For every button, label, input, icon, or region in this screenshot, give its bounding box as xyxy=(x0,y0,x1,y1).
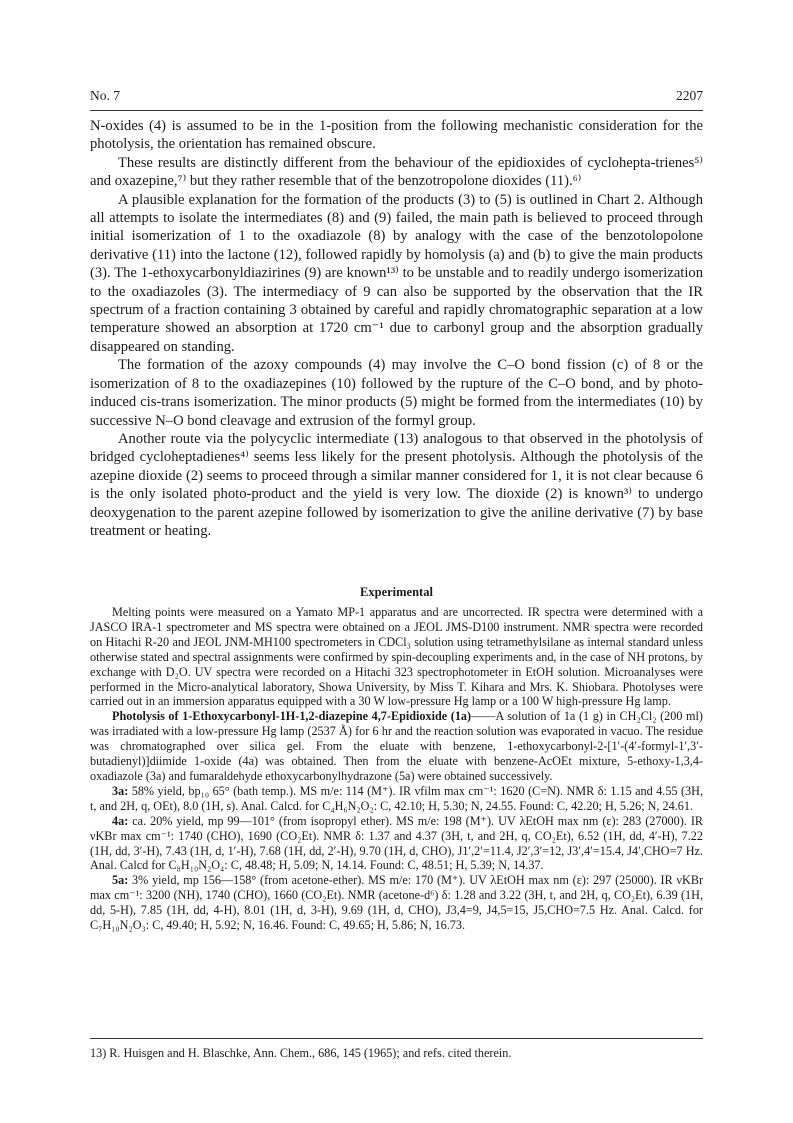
paragraph-1: N-oxides (4) is assumed to be in the 1-position from the following mechanistic consideration for the photolysis, the orientation has remained obscure. xyxy=(90,118,703,153)
compound-5a-label: 5a: xyxy=(112,873,129,888)
paragraph-4: The formation of the azoxy compounds (4) may involve the C–O bond fission (c) of 8 or the isomerization of 8 to the oxadiazepines (10) followed by the rupture of the C–O bond, and by photo-induced cis-trans isomerization. The minor products (5) might be formed from the intermediates (10) by successive N–O bond cleavage and extrusion of the formyl group. xyxy=(90,357,703,429)
compound-5a-text: 3% yield, mp 156—158° (from acetone-ether). MS m/e: 170 (M⁺). UV λEtOH max nm (ε): 297 (25000). IR νKBr max cm⁻¹: 3200 (NH), 1740 (CHO), 1660 (CO₂Et). NMR (acetone-d⁶) δ: 1.28 and 3.22 (3H, t, and 2H, q, CO₂Et), 6.39 (1H, dd, 5-H), 7.85 (1H, dd, 4-H), 8.01 (1H, d, 3-H), 9.69 (1H, d, CHO), J3,4=9, J4,5=15, J5,CHO=7.5 Hz. Anal. Calcd. for C₇H₁₀N₂O₃: C, 49.40; H, 5.92; N, 16.46. Found: C, 49.65; H, 5.86; N, 16.73. xyxy=(90,873,704,933)
compound-3a-label: 3a: xyxy=(112,783,129,798)
photolysis-text: ——A solution of 1a (1 g) in CH₂Cl₂ (200 ml) was irradiated with a low-pressure Hg lamp (2537 Å) for 6 hr and the reaction solution was evaporated in vacuo. The residue was chromatographed over silica gel. From the eluate with benzene, 1-ethoxycarbonyl-2-[1′-(4′-formyl-1′,3′-butadienyl)]diimide 1-oxide (4a) was obtained. Then from the eluate with benzene-AcOEt mixture, 5-ethoxy-1,3,4-oxadiazole (3a) and fumaraldehyde ethoxycarbonylhydrazone (5a) were obtained successively. xyxy=(90,709,703,783)
compound-3a xyxy=(90,784,703,814)
paragraph-5: Another route via the polycyclic intermediate (13) analogous to that observed in the photolysis of bridged cycloheptadienes⁴⁾ seems less likely for the present photolysis. Although the photolysis of the azepine dioxide (2) seems to proceed through a similar manner considered for 1, it is not clear because 6 is the only isolated photo-product and the yield is very low. The dioxide (2) is known³⁾ to undergo deoxygenation to the parent azepine followed by isomerization to give the aniline derivative (7) by base treatment or heating. xyxy=(90,430,703,539)
compound-4a xyxy=(90,814,703,874)
header-rule xyxy=(90,110,703,111)
section-title-experimental: Experimental xyxy=(360,585,433,599)
footnote-13: 13) R. Huisgen and H. Blaschke, Ann. Chem., 686, 145 (1965); and refs. cited therein. xyxy=(90,1046,512,1060)
paragraph-3: A plausible explanation for the formation of the products (3) to (5) is outlined in Chart 2. Although all attempts to isolate the intermediates (8) and (9) failed, the main path is believed to proceed through initial isomerization of 1 to the oxadiazole (8) by analogy with the case of the benzotolopolone derivative (11) into the lactone (12), followed rapidly by homolysis (a) and (b) to give the main products (3). The 1-ethoxycarbonyldiazirines (9) are known¹³⁾ to be unstable and to readily undergo isomerization to the oxadiazoles (3). The intermediacy of 9 can also be supported by the observation that the IR spectrum of a fraction containing 3 obtained by careful and rapidly chromatographic separation at a low temperature showed an absorption at 1720 cm⁻¹ due to carbonyl group and the absorption gradually disappeared on standing. xyxy=(90,191,703,355)
discussion-body xyxy=(90,117,703,540)
compound-4a-text: ca. 20% yield, mp 99—101° (from isopropyl ether). MS m/e: 198 (M⁺). UV λEtOH max nm (ε): 283 (27000). IR νKBr max cm⁻¹: 1740 (CHO), 1690 (CO₂Et). NMR δ: 1.37 and 4.37 (3H, t, and 2H, q, CO₂Et), 6.52 (1H, dd, 4′-H), 7.22 (1H, dd, 3′-H), 7.43 (1H, d, 1′-H), 7.68 (1H, dd, 2′-H), 9.70 (1H, d, CHO), J1′,2′=11.4, J2′,3′=12, J3′,4′=15.4, J4′,CHO=7 Hz. Anal. Calcd for C₈H₁₀N₂O₄: C, 48.48; H, 5.09; N, 14.14. Found: C, 48.51; H, 5.39; N, 14.37. xyxy=(90,813,704,873)
paragraph-2: These results are distinctly different from the behaviour of the epidioxides of cyclohepta-trienes⁵⁾ and oxazepine,⁷⁾ but they rather resemble that of the benzotropolone dioxides (11).⁶⁾ xyxy=(90,154,703,190)
experimental-section xyxy=(90,605,703,933)
compound-5a xyxy=(90,873,703,933)
compound-3a-text: 58% yield, bp₁₀ 65° (bath temp.). MS m/e: 114 (M⁺). IR νfilm max cm⁻¹: 1620 (C=N). NMR δ: 1.15 and 4.55 (3H, t, and 2H, q, OEt), 8.0 (1H, s). Anal. Calcd. for C₄H₆N₂O₂: C, 42.10; H, 5.30; N, 24.55. Found: C, 42.20; H, 5.26; N, 24.61. xyxy=(90,783,703,813)
experimental-general: Melting points were measured on a Yamato MP-1 apparatus and are uncorrected. IR spectra were determined with a JASCO IRA-1 spectrometer and MS spectra were obtained on a JEOL JMS-D100 instrument. NMR spectra were recorded on Hitachi R-20 and JEOL JNM-MH100 spectrometers in CDCl₃ solution using tetramethylsilane as internal standard unless otherwise stated and spectral assignments were confirmed by spin-decoupling experiments and, in the case of NH protons, by exchange with D₂O. UV spectra were recorded on a Hitachi 323 spectrophotometer in EtOH solution. Microanalyses were performed in the Micro-analytical laboratory, Showa University, by Miss T. Kihara and Mrs. K. Shiobara. Photolyses were carried out in an immersion apparatus equipped with a 30 W low-pressure Hg lamp or a 100 W high-pressure Hg lamp. xyxy=(90,605,703,709)
footnote-rule xyxy=(90,1038,703,1039)
page-number: 2207 xyxy=(676,88,703,103)
photolysis-title: Photolysis of 1-Ethoxycarbonyl-1H-1,2-diazepine 4,7-Epidioxide (1a) xyxy=(112,709,472,724)
page-header xyxy=(90,88,703,106)
journal-issue: No. 7 xyxy=(90,88,120,103)
compound-4a-label: 4a: xyxy=(112,813,129,828)
photolysis-paragraph xyxy=(90,709,703,784)
